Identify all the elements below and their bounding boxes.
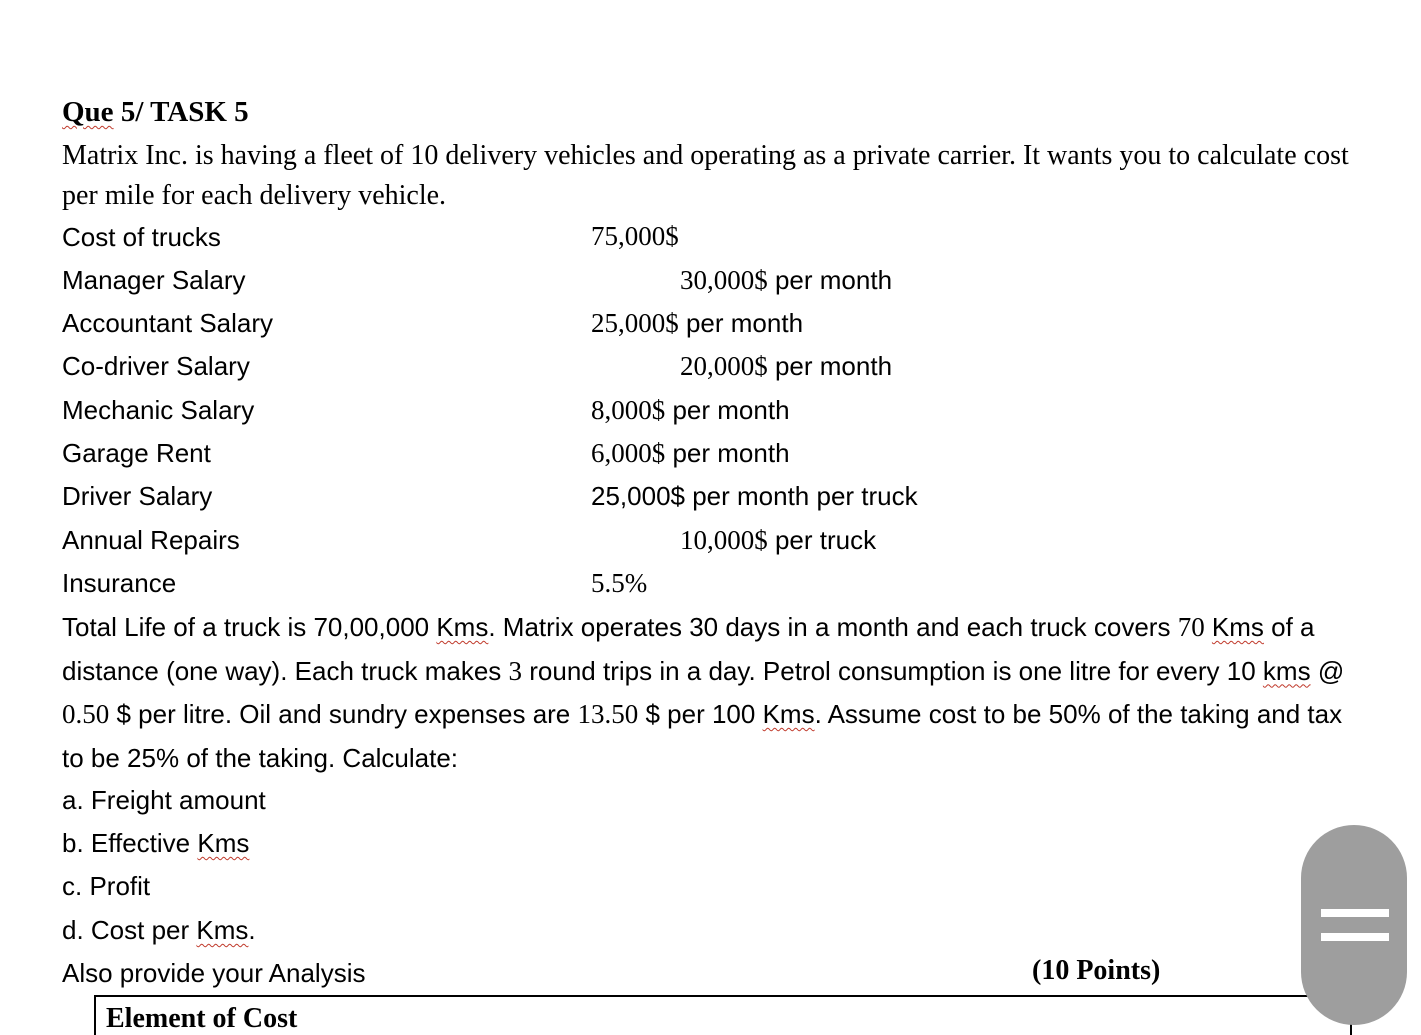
cost-label: Accountant Salary xyxy=(62,308,274,338)
cost-value: 6,000$ per month xyxy=(591,438,790,468)
cost-value: 5.5% xyxy=(591,568,648,598)
cost-value: 30,000$ per month xyxy=(680,265,893,295)
table-header-cell: Element of Cost xyxy=(106,1003,298,1034)
handle-grip-icon xyxy=(1321,909,1389,917)
title-rest: 5/ TASK 5 xyxy=(113,96,249,128)
cost-label: Annual Repairs xyxy=(62,525,240,555)
scroll-handle[interactable] xyxy=(1301,825,1407,1025)
problem-paragraph: Total Life of a truck is 70,00,000 Kms. Matrix operates 30 days in a month and each truck covers 70 Kms of a distance (one way). Each truck makes 3 round trips in a day. Petrol consumption is one litre for every 10 kms @ 0.50 $ per litre. Oil and sundry expenses are 13.50 $ per 100 Kms. Assume cost to be 50% of the taking and tax to be 25% of the taking. Calculate: xyxy=(62,612,1345,773)
points-label: (10 Points) xyxy=(1032,955,1161,986)
cost-value: 25,000$ per month per truck xyxy=(591,481,918,511)
cost-value: 10,000$ per truck xyxy=(680,525,877,555)
cost-value: 25,000$ per month xyxy=(591,308,804,338)
task-item: d. Cost per Kms. xyxy=(62,915,256,945)
question-title xyxy=(62,96,249,129)
task-item: a. Freight amount xyxy=(62,785,266,815)
task-item: b. Effective Kms xyxy=(62,828,250,858)
cost-value: 8,000$ per month xyxy=(591,395,790,425)
cost-value: 75,000$ xyxy=(591,221,679,251)
question-intro: Matrix Inc. is having a fleet of 10 delivery vehicles and operating as a private carrier. It wants you to calculate cost per mile for each delivery vehicle. xyxy=(62,140,1349,211)
cost-value: 20,000$ per month xyxy=(680,351,893,381)
task-item: c. Profit xyxy=(62,871,151,901)
cost-label: Mechanic Salary xyxy=(62,395,255,425)
cost-label: Garage Rent xyxy=(62,438,211,468)
cost-label: Manager Salary xyxy=(62,265,246,295)
handle-grip-icon xyxy=(1321,933,1389,941)
analysis-prompt: Also provide your Analysis xyxy=(62,958,366,988)
cost-label: Co-driver Salary xyxy=(62,351,250,381)
cost-label: Cost of trucks xyxy=(62,222,221,252)
cost-label: Driver Salary xyxy=(62,481,213,511)
title-prefix: Que xyxy=(62,96,114,128)
cost-label: Insurance xyxy=(62,568,177,598)
